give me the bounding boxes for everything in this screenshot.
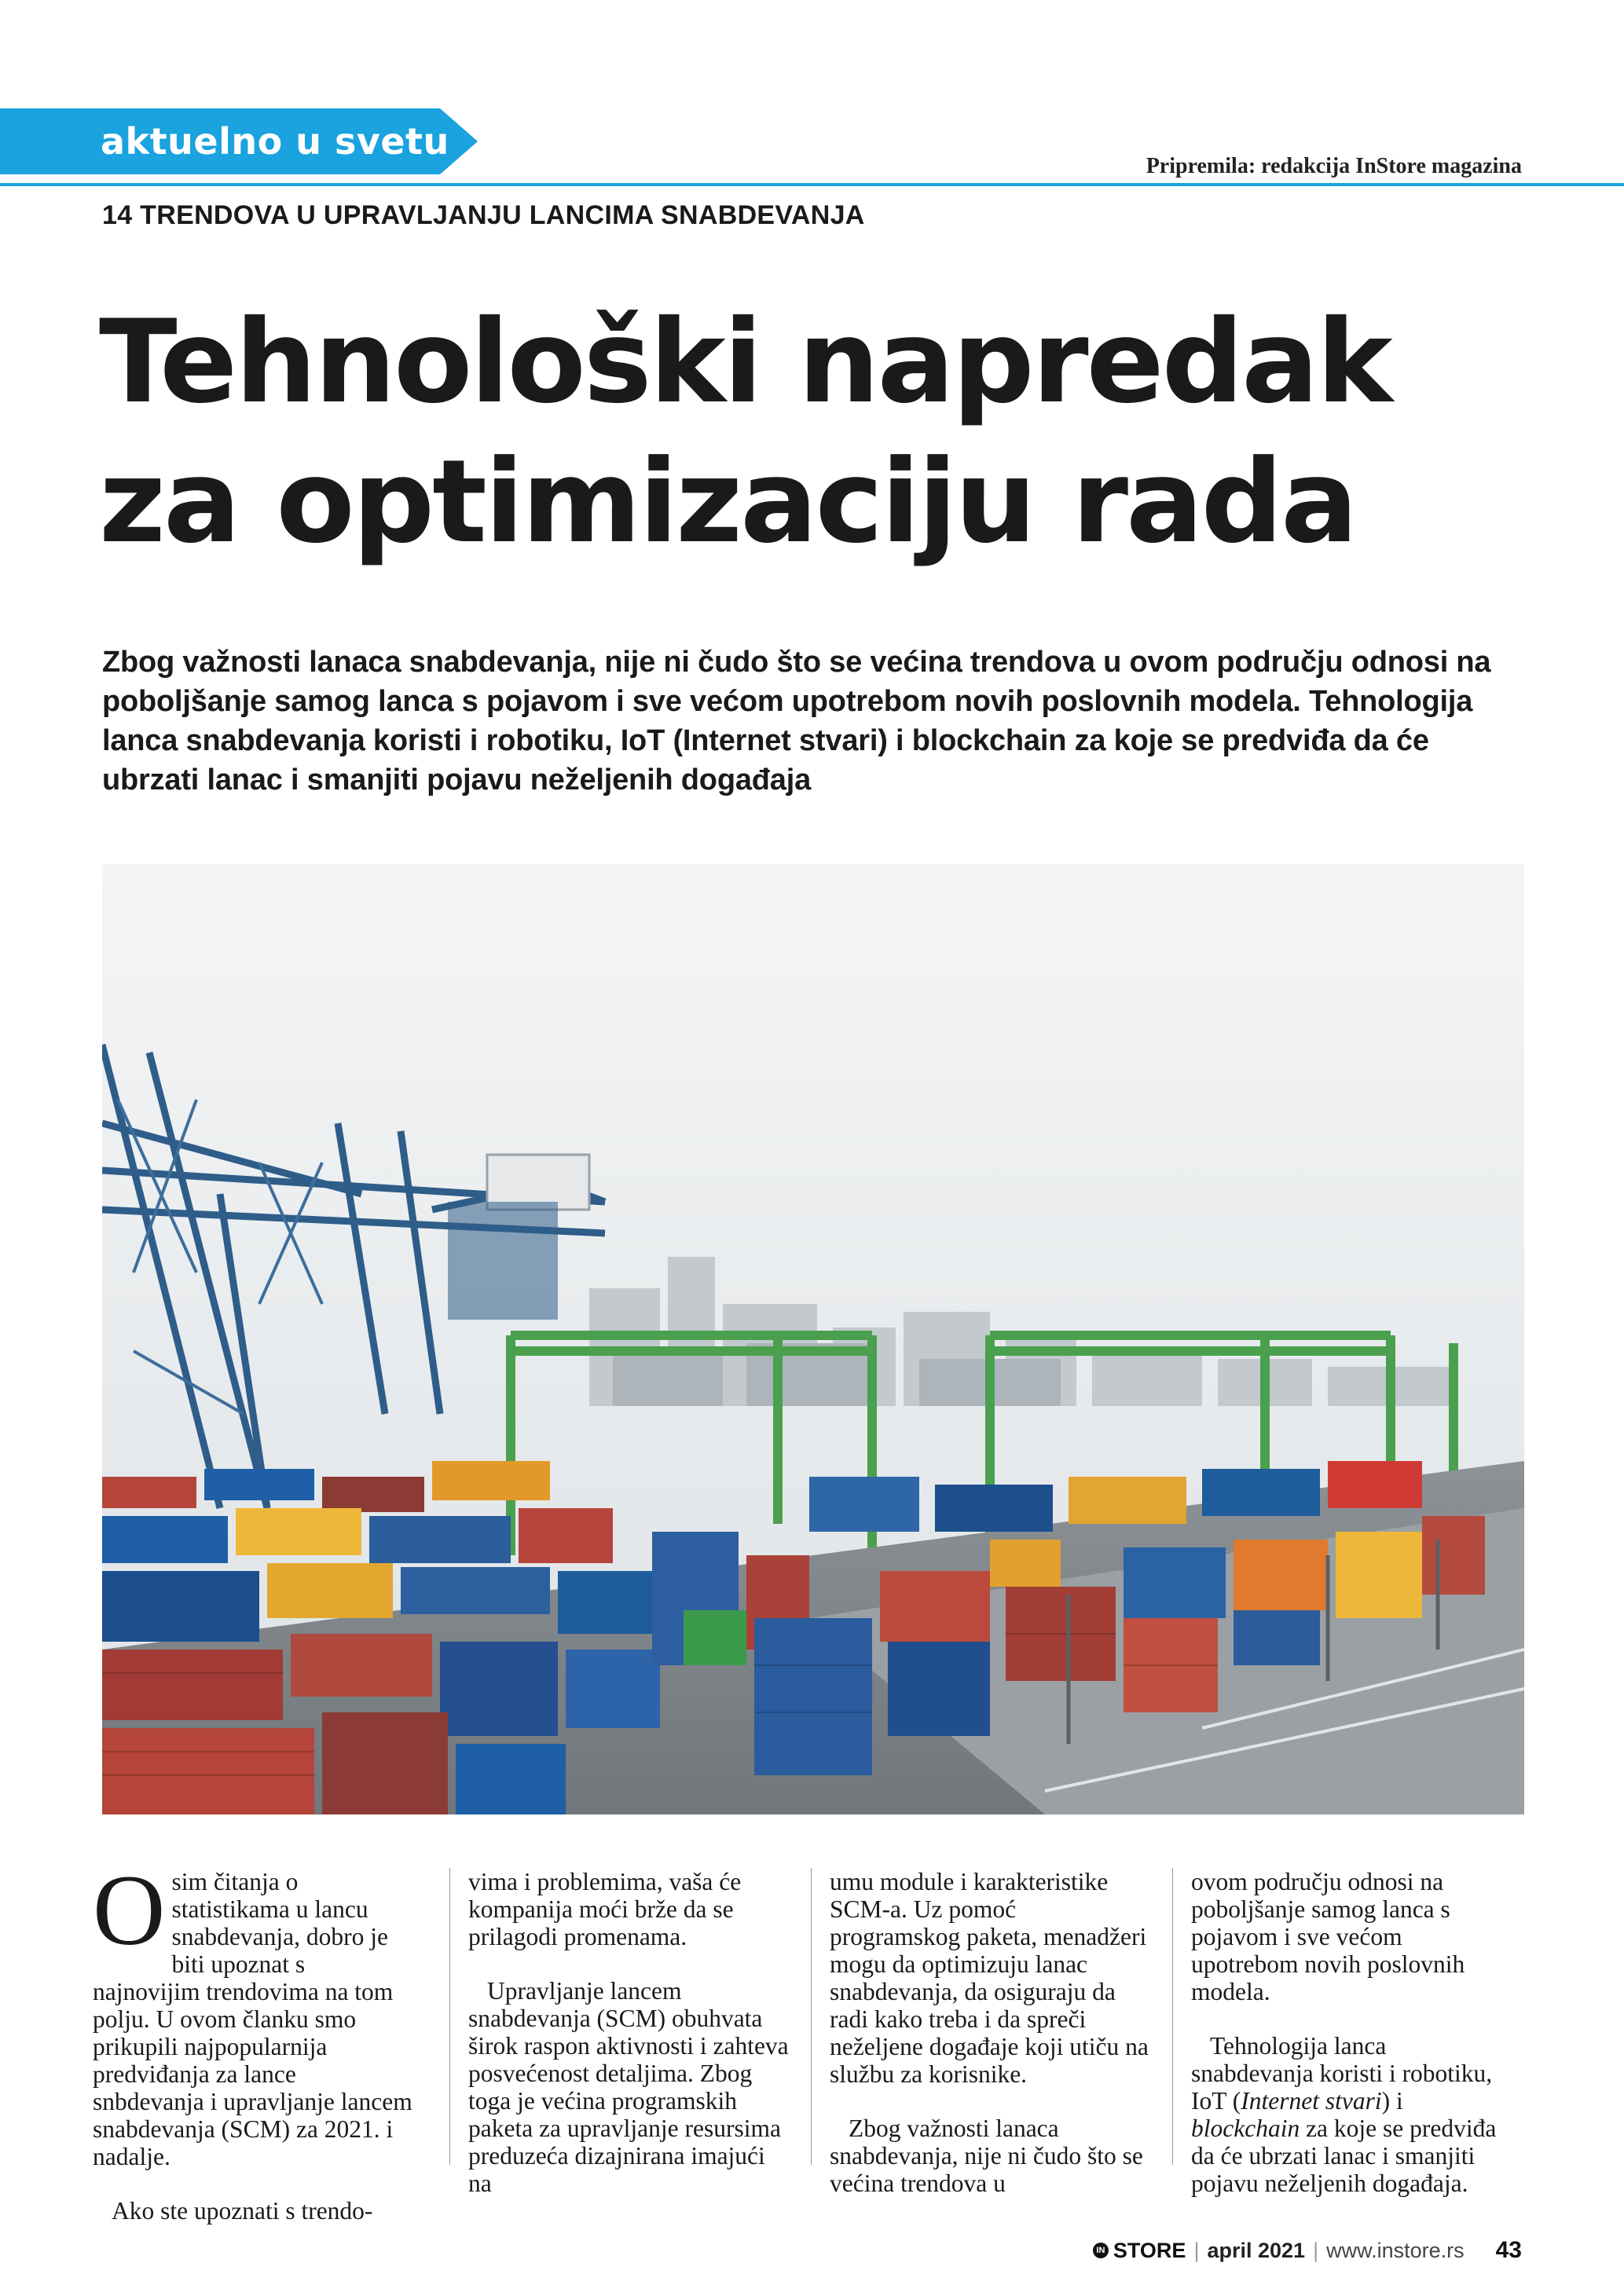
container-port-photo (102, 864, 1524, 1814)
body-paragraph: Zbog važnosti lanaca snabdevanja, nije ni čudo što se većina trendova u (830, 2115, 1143, 2197)
section-label: aktuelno u svetu (101, 120, 449, 163)
column-divider (1172, 1868, 1173, 2165)
body-paragraph (93, 1855, 413, 2170)
body-column-4 (1191, 1868, 1512, 2197)
article-title (99, 292, 1545, 572)
article-lead: Zbog važnosti lanaca snabdevanja, nije ni čudo što se većina trendova u ovom području odnosi na poboljšanje samog lanca s pojavom i sve većom upotrebom novih poslovnih modela. Tehnologija lanca snabdevanja koristi i robotiku, IoT (Internet stvari) i blockchain za koje se predviđa da će ubrzati lanac i smanjiti pojavu neželjenih događaja (102, 646, 1491, 796)
body-column-3 (830, 1868, 1150, 2197)
author-credit: Pripremila: redakcija InStore magazina (1146, 154, 1522, 178)
header-rule (0, 183, 1624, 186)
title-line-2: za optimizaciju rada (99, 435, 1356, 569)
body-paragraph (1191, 2032, 1512, 2197)
body-text: sim čitanja o statistikama u lancu snabdevanja, dobro je biti upoznat s najnovijim trendovima na tom polju. U ovom članku smo prikupili najpopularnija predviđanja za lance snbdevanja i upravljanje lancem snabdevanja (SCM) za 2021. i nadalje. (93, 1868, 412, 2170)
body-text: za koje se predviđa da će ubrzati lanac i smanjiti pojavu neželjenih događaja. (1191, 2115, 1497, 2197)
italic-term: blockchain (1191, 2115, 1300, 2142)
title-line-1: Tehnološki napredak (99, 295, 1391, 429)
body-column-2 (468, 1868, 789, 2197)
body-paragraph: Upravljanje lancem snabdevanja (SCM) obuhvata širok raspon aktivnosti i zahteva posvećenost detaljima. Zbog toga je većina programskih paketa za upravljanje resursima preduzeća dizajnirana imajući na (468, 1977, 789, 2197)
body-paragraph: Ako ste upoznati s trendo- (112, 2197, 373, 2225)
article-kicker: 14 TRENDOVA U UPRAVLJANJU LANCIMA SNABDEVANJA (102, 200, 865, 230)
column-divider (811, 1868, 812, 2165)
website-link[interactable]: www.instore.rs (1326, 2238, 1465, 2262)
page-footer (1093, 2236, 1522, 2265)
body-paragraph: umu module i karakteristike SCM-a. Uz pomoć programskog paketa, menadžeri mogu da optimizuju lanac snabdevanja, da osiguraju da radi kako treba i da spreči neželjene događaje koji utiču na službu za korisnike. (830, 1868, 1149, 2088)
drop-cap: O (93, 1855, 166, 1966)
footer-separator: | (1313, 2238, 1319, 2262)
body-column-1 (93, 1855, 413, 2225)
italic-term: Internet stvari (1241, 2087, 1382, 2115)
issue-date: april 2021 (1207, 2238, 1306, 2262)
footer-separator: | (1193, 2238, 1200, 2262)
instore-logo-icon: IN (1093, 2243, 1109, 2258)
column-divider (449, 1868, 450, 2165)
body-text: ) i (1381, 2087, 1403, 2115)
logo-text: STORE (1113, 2238, 1186, 2262)
instore-logo (1093, 2239, 1186, 2263)
body-paragraph: ovom području odnosi na poboljšanje samog lanca s pojavom i sve većom upotrebom novih poslovnih modela. (1191, 1868, 1465, 2005)
body-text: Tehnologija lanca snabdevanja koristi i robotiku, IoT ( (1191, 2032, 1493, 2115)
page-number: 43 (1495, 2237, 1522, 2263)
body-paragraph: vima i problemima, vaša će kompanija moći brže da se prilagodi promenama. (468, 1868, 742, 1950)
